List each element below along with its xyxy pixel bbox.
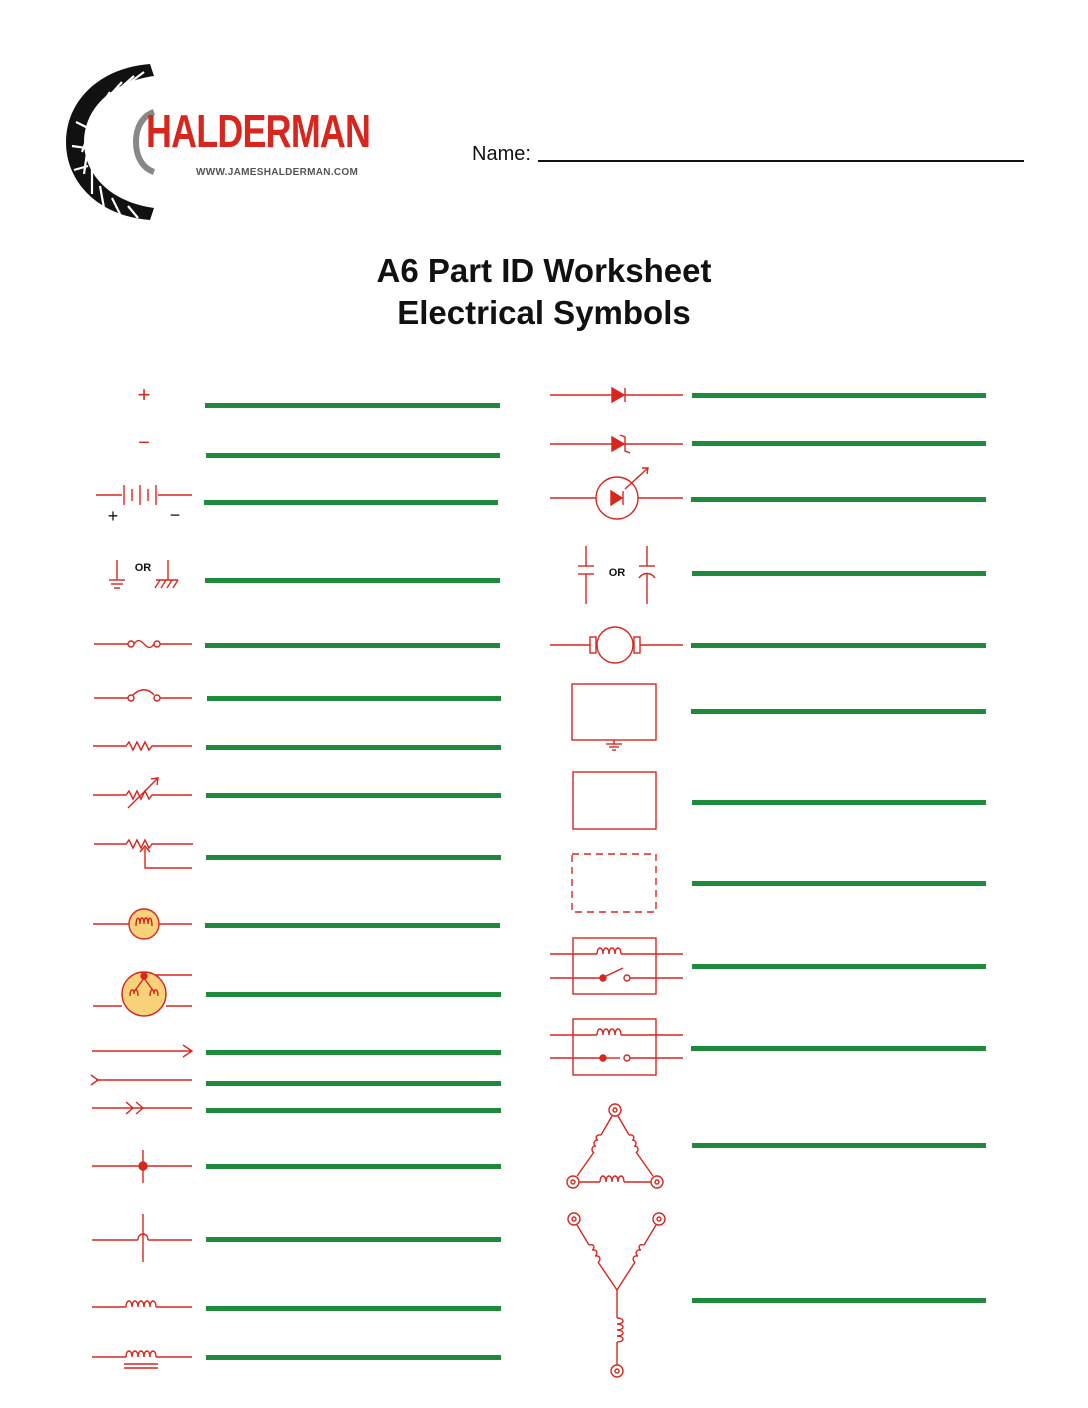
connector-pair-icon <box>92 1102 192 1114</box>
lamp-icon <box>93 909 192 939</box>
capacitor-icon <box>578 546 655 604</box>
ground-icon <box>109 560 178 588</box>
potentiometer-icon <box>94 840 193 868</box>
variable-resistor-icon <box>93 778 192 808</box>
coil-icon <box>92 1301 192 1307</box>
male-connector-icon <box>92 1045 192 1057</box>
partial-component-box-icon <box>572 854 656 912</box>
relay-normally-open-icon <box>550 938 683 994</box>
wye-stator-winding-icon <box>568 1213 665 1377</box>
title-line-1: A6 Part ID Worksheet <box>376 252 712 289</box>
title-line-2: Electrical Symbols <box>397 294 691 331</box>
fuse-icon <box>94 641 192 648</box>
component-box-grounded-icon <box>572 684 656 750</box>
dual-filament-lamp-icon <box>93 972 192 1016</box>
wire-crossing-icon <box>92 1214 192 1262</box>
negative-symbol: − <box>138 432 150 454</box>
component-box-icon <box>573 772 656 829</box>
led-icon <box>550 468 683 519</box>
diode-icon <box>550 388 683 402</box>
resistor-icon <box>93 742 192 750</box>
motor-icon <box>550 627 683 663</box>
battery-icon <box>96 485 192 526</box>
positive-symbol: + <box>137 382 151 407</box>
halderman-logo-text: HALDERMAN <box>146 105 371 157</box>
splice-icon <box>92 1150 192 1183</box>
capacitor-or-label: OR <box>608 567 626 579</box>
battery-plus-label: + <box>107 506 119 526</box>
female-connector-icon <box>91 1075 192 1085</box>
ground-or-label: OR <box>134 562 152 574</box>
name-label: Name: <box>472 143 531 165</box>
battery-minus-label: − <box>169 505 181 525</box>
delta-stator-winding-icon <box>567 1104 663 1188</box>
relay-normally-closed-icon <box>550 1019 683 1075</box>
iron-core-coil-icon <box>92 1351 192 1368</box>
circuit-breaker-icon <box>94 690 192 701</box>
zener-diode-icon <box>550 435 683 453</box>
logo-url: WWW.JAMESHALDERMAN.COM <box>196 167 359 178</box>
